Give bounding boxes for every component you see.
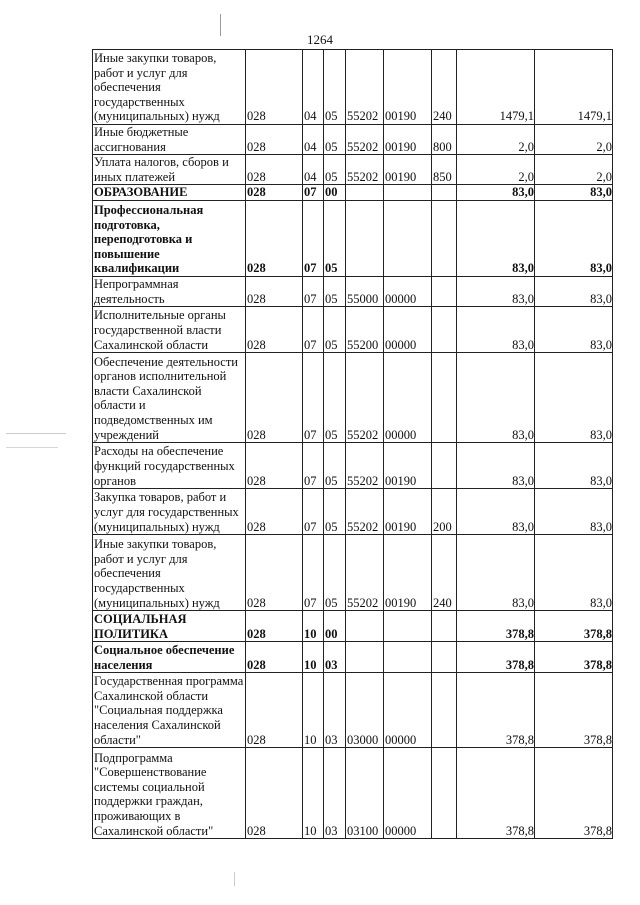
row-name: СОЦИАЛЬНАЯ ПОЛИТИКА (93, 611, 246, 642)
ministry-code: 028 (246, 125, 303, 155)
expense-code: 200 (432, 489, 457, 535)
table-row (93, 307, 613, 353)
section-code: 04 (303, 50, 324, 125)
section-code: 04 (303, 155, 324, 185)
amount-1: 2,0 (457, 125, 535, 155)
table-row (93, 155, 613, 185)
expense-code (432, 642, 457, 673)
row-name: Обеспечение деятельности органов исполнительной власти Сахалинской области и подведомственных им учреждений (93, 353, 246, 443)
ministry-code: 028 (246, 748, 303, 839)
section-code: 10 (303, 673, 324, 748)
section-code: 10 (303, 611, 324, 642)
ministry-code: 028 (246, 489, 303, 535)
section-code: 07 (303, 200, 324, 276)
target-code: 55202 (346, 489, 384, 535)
table-row (93, 748, 613, 839)
row-name: Расходы на обеспечение функций государственных органов (93, 443, 246, 489)
scan-artifact (6, 433, 66, 434)
expense-code (432, 611, 457, 642)
expense-code: 800 (432, 125, 457, 155)
amount-1: 378,8 (457, 673, 535, 748)
target-subcode (384, 642, 432, 673)
row-name: Иные закупки товаров, работ и услуг для обеспечения государственных (муниципальных) нужд (93, 50, 246, 125)
section-code: 04 (303, 125, 324, 155)
ministry-code: 028 (246, 276, 303, 306)
amount-2: 2,0 (535, 155, 613, 185)
amount-2: 83,0 (535, 353, 613, 443)
subsection-code: 05 (324, 125, 346, 155)
row-name: Непрограммная деятельность (93, 276, 246, 306)
table-row (93, 185, 613, 201)
target-code (346, 185, 384, 201)
ministry-code: 028 (246, 611, 303, 642)
amount-1: 83,0 (457, 307, 535, 353)
amount-1: 83,0 (457, 185, 535, 201)
amount-1: 378,8 (457, 642, 535, 673)
ministry-code: 028 (246, 443, 303, 489)
section-code: 10 (303, 642, 324, 673)
expense-code (432, 200, 457, 276)
table-row (93, 353, 613, 443)
target-code: 55202 (346, 535, 384, 611)
ministry-code: 028 (246, 642, 303, 673)
amount-2: 378,8 (535, 673, 613, 748)
expense-code (432, 353, 457, 443)
expense-code: 240 (432, 535, 457, 611)
target-code: 55202 (346, 155, 384, 185)
amount-2: 83,0 (535, 489, 613, 535)
row-name: Закупка товаров, работ и услуг для государственных (муниципальных) нужд (93, 489, 246, 535)
amount-1: 83,0 (457, 489, 535, 535)
amount-1: 83,0 (457, 353, 535, 443)
target-code (346, 611, 384, 642)
subsection-code: 05 (324, 307, 346, 353)
section-code: 07 (303, 489, 324, 535)
section-code: 07 (303, 353, 324, 443)
target-subcode: 00000 (384, 353, 432, 443)
target-code (346, 642, 384, 673)
table-row (93, 276, 613, 306)
target-subcode: 00190 (384, 125, 432, 155)
amount-1: 83,0 (457, 535, 535, 611)
scan-artifact (220, 14, 221, 36)
target-subcode: 00000 (384, 673, 432, 748)
page-number: 1264 (307, 32, 333, 47)
subsection-code: 03 (324, 748, 346, 839)
target-subcode: 00000 (384, 748, 432, 839)
subsection-code: 05 (324, 535, 346, 611)
target-code: 55202 (346, 125, 384, 155)
ministry-code: 028 (246, 673, 303, 748)
table-row (93, 642, 613, 673)
subsection-code: 05 (324, 443, 346, 489)
amount-1: 83,0 (457, 443, 535, 489)
target-subcode (384, 185, 432, 201)
table-row (93, 489, 613, 535)
budget-table (92, 49, 613, 839)
section-code: 07 (303, 307, 324, 353)
expense-code: 850 (432, 155, 457, 185)
amount-1: 83,0 (457, 276, 535, 306)
amount-1: 378,8 (457, 611, 535, 642)
table-row (93, 611, 613, 642)
target-subcode: 00190 (384, 489, 432, 535)
row-name: Социальное обеспечение населения (93, 642, 246, 673)
amount-2: 2,0 (535, 125, 613, 155)
target-subcode (384, 200, 432, 276)
subsection-code: 03 (324, 642, 346, 673)
row-name: Подпрограмма "Совершенствование системы социальной поддержки граждан, проживающих в Сахалинской области" (93, 748, 246, 839)
amount-2: 83,0 (535, 200, 613, 276)
subsection-code: 05 (324, 489, 346, 535)
expense-code (432, 185, 457, 201)
amount-2: 83,0 (535, 185, 613, 201)
ministry-code: 028 (246, 353, 303, 443)
target-subcode: 00190 (384, 50, 432, 125)
row-name: Иные бюджетные ассигнования (93, 125, 246, 155)
table-row (93, 200, 613, 276)
subsection-code: 05 (324, 353, 346, 443)
row-name: Государственная программа Сахалинской области "Социальная поддержка населения Сахалинской области" (93, 673, 246, 748)
table-row (93, 50, 613, 125)
section-code: 10 (303, 748, 324, 839)
scan-artifact (234, 872, 235, 886)
section-code: 07 (303, 185, 324, 201)
target-subcode: 00000 (384, 307, 432, 353)
section-code: 07 (303, 443, 324, 489)
subsection-code: 05 (324, 155, 346, 185)
ministry-code: 028 (246, 50, 303, 125)
row-name: Профессиональная подготовка, переподготовка и повышение квалификации (93, 200, 246, 276)
amount-1: 2,0 (457, 155, 535, 185)
amount-1: 378,8 (457, 748, 535, 839)
section-code: 07 (303, 276, 324, 306)
expense-code (432, 443, 457, 489)
target-code: 55202 (346, 443, 384, 489)
target-code: 03100 (346, 748, 384, 839)
ministry-code: 028 (246, 200, 303, 276)
amount-2: 378,8 (535, 748, 613, 839)
row-name: Иные закупки товаров, работ и услуг для обеспечения государственных (муниципальных) нужд (93, 535, 246, 611)
row-name: Исполнительные органы государственной власти Сахалинской области (93, 307, 246, 353)
amount-1: 83,0 (457, 200, 535, 276)
target-code (346, 200, 384, 276)
table-row (93, 673, 613, 748)
amount-2: 83,0 (535, 276, 613, 306)
table-row (93, 125, 613, 155)
target-code: 55000 (346, 276, 384, 306)
amount-2: 83,0 (535, 443, 613, 489)
expense-code: 240 (432, 50, 457, 125)
target-subcode: 00190 (384, 155, 432, 185)
subsection-code: 05 (324, 50, 346, 125)
target-subcode (384, 611, 432, 642)
amount-1: 1479,1 (457, 50, 535, 125)
subsection-code: 05 (324, 276, 346, 306)
section-code: 07 (303, 535, 324, 611)
subsection-code: 00 (324, 185, 346, 201)
target-code: 55202 (346, 50, 384, 125)
expense-code (432, 748, 457, 839)
amount-2: 378,8 (535, 642, 613, 673)
row-name: Уплата налогов, сборов и иных платежей (93, 155, 246, 185)
target-subcode: 00000 (384, 276, 432, 306)
target-code: 03000 (346, 673, 384, 748)
amount-2: 378,8 (535, 611, 613, 642)
table-row (93, 535, 613, 611)
target-subcode: 00190 (384, 443, 432, 489)
ministry-code: 028 (246, 535, 303, 611)
expense-code (432, 307, 457, 353)
target-code: 55202 (346, 353, 384, 443)
amount-2: 83,0 (535, 535, 613, 611)
subsection-code: 00 (324, 611, 346, 642)
table-row (93, 443, 613, 489)
ministry-code: 028 (246, 307, 303, 353)
ministry-code: 028 (246, 155, 303, 185)
subsection-code: 03 (324, 673, 346, 748)
scan-artifact (6, 447, 58, 448)
target-subcode: 00190 (384, 535, 432, 611)
ministry-code: 028 (246, 185, 303, 201)
subsection-code: 05 (324, 200, 346, 276)
amount-2: 83,0 (535, 307, 613, 353)
table-body (93, 50, 613, 839)
amount-2: 1479,1 (535, 50, 613, 125)
target-code: 55200 (346, 307, 384, 353)
expense-code (432, 673, 457, 748)
expense-code (432, 276, 457, 306)
row-name: ОБРАЗОВАНИЕ (93, 185, 246, 201)
